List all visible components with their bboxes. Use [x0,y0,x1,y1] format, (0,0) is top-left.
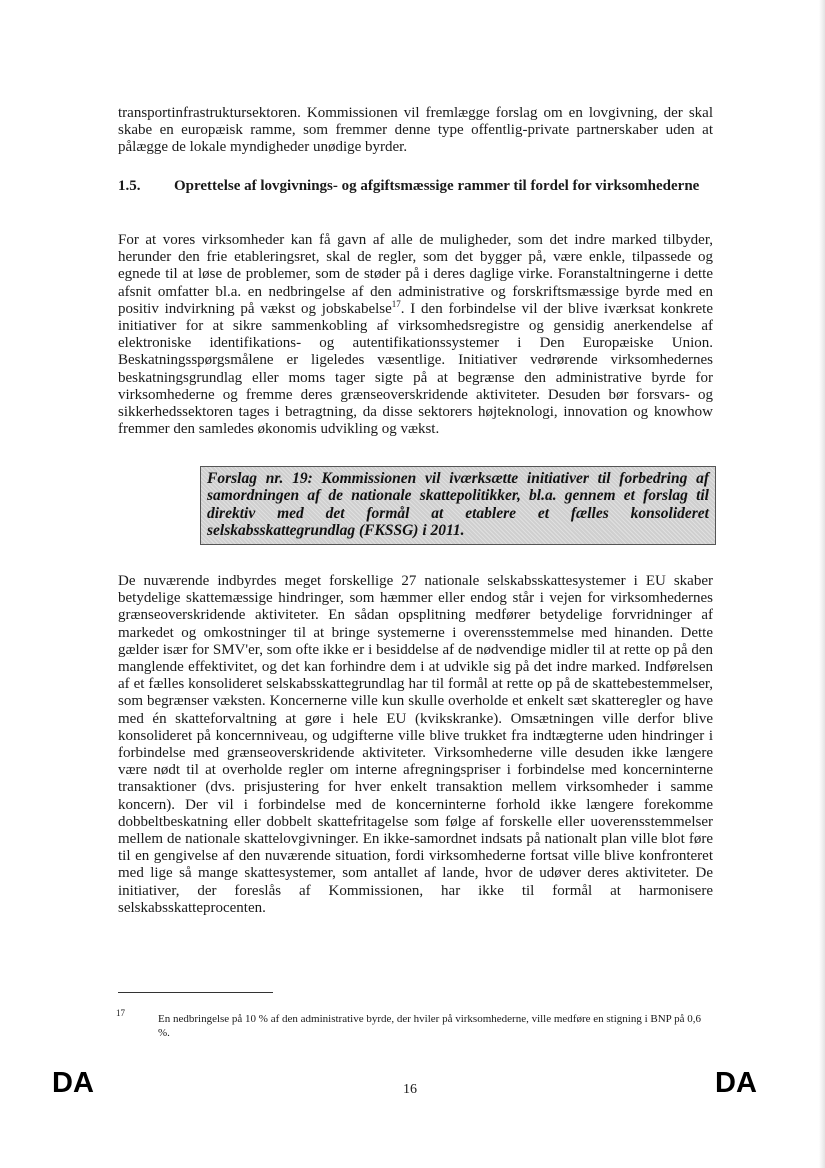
tax-paragraph: De nuværende indbyrdes meget forskellige 27 nationale selskabsskattesystemer i EU skaber betydelige skattemæssige hindringer, som hæmmer eller endog står i vejen for virksomhedernes grænseoverskridende aktiviteter. En sådan opsplitning medfører betydelige forvridninger af markedet og omkostninger til at bringe systemerne i overensstemmelse med hinanden. Dette gælder især for SMV'er, som ofte ikke er i besiddelse af de nødvendige midler til at rette op på den manglende effektivitet, og det kan forhindre dem i at udvikle sig på det indre marked. Indførelsen af et fælles konsolideret selskabsskattegrundlag har til formål at rette op på de skattebestemmelser, som begrænser væksten. Koncernerne ville kun skulle overholde et enkelt sæt skatteregler og have med én skatteforvaltning at gøre i hele EU (kvikskranke). Omsætningen ville derfor blive konsolideret på koncernniveau, og udgifterne ville blive trukket fra indtægterne uden hindringer i forbindelse med grænseoverskridende aktiviteter. Virksomhederne ville desuden ikke længere være nødt til at overholde regler om interne afregningspriser i forbindelse med koncerninterne transaktioner (dvs. prisjustering for hver enkelt transaktion mellem virksomheder i samme koncern). Der vil i forbindelse med de koncerninterne forhold ikke længere forekomme dobbeltbeskatning eller dobbelt skattefritagelse som følge af forskelle eller uoverensstemmelser mellem de nationale skattelovgivninger. En ikke-samordnet indsats på nationalt plan ville blot føre til en gengivelse af den nuværende situation, fordi virksomhederne fortsat ville blive konfronteret med lige så mange skattesystemer, som antallet af lande, hvor de udøver deres aktiviteter. De initiativer, der foreslås af Kommissionen, har ikke til formål at harmonisere selskabsskatteprocenten. [118,573,713,916]
footnote-separator [118,992,273,993]
intro-paragraph: transportinfrastruktursektoren. Kommissionen vil fremlægge forslag om en lovgivning, der skal skabe en europæisk ramme, som fremmer denne type offentlig-private partnerskaber uden at pålægge de lokale myndigheder unødige byrder. [118,105,713,156]
language-code-right: DA [715,1067,757,1099]
footnote-number: 17 [116,1008,125,1018]
proposal-box [200,466,716,545]
section-paragraph-part2: . I den forbindelse vil der blive iværksat konkrete initiativer for at sikre sammenkobling af virksomhedsregistre og gensidig anerkendelse af elektroniske identifikations- og autentifikationssystemer i Den Europæiske Union. Beskatningsspørgsmålene er ligeledes væsentlige. Initiativer vedrørende virksomhedernes beskatningsgrundlag eller moms tager sigte på at begrænse den administrative byrde for virksomhederne og fremme deres grænseoverskridende aktiviteter. Desuden bør forsvars- og sikkerhedssektoren tages i betragtning, da disse sektorers højteknologi, innovation og knowhow fremmer den samledes økonomis udvikling og vækst. [118,300,713,438]
proposal-text: Forslag nr. 19: Kommissionen vil iværksætte initiativer til forbedring af samordningen af de nationale skattepolitikker, bl.a. gennem et forslag til direktiv med det formål at etablere et fælles konsolideret selskabsskattegrundlag (FKSSG) i 2011. [207,470,709,540]
page-edge [819,0,825,1168]
section-title: Oprettelse af lovgivnings- og afgiftsmæssige rammer til fordel for virksomhederne [174,178,700,194]
section-paragraph [118,232,713,438]
section-heading [118,178,713,196]
section-number: 1.5. [118,178,141,194]
language-code-left: DA [52,1067,94,1099]
footnote-text: En nedbringelse på 10 % af den administrative byrde, der hviler på virksomhederne, ville medføre en stigning i BNP på 0,6 %. [158,1013,702,1039]
footnote-reference[interactable]: 17 [391,298,401,309]
section-paragraph-part1: For at vores virksomheder kan få gavn af alle de muligheder, som det indre marked tilbyder, herunder den frie etableringsret, skal de regler, som det bygger på, være enkle, tilpassede og egnede til at løse de problemer, som de støder på i deres daglige virke. Foranstaltningerne i dette afsnit omfatter bl.a. en nedbringelse af den administrative og forskriftsmæssige byrde med en positiv indvirkning på vækst og jobskabelse [118,232,713,317]
page-number: 16 [403,1082,417,1097]
